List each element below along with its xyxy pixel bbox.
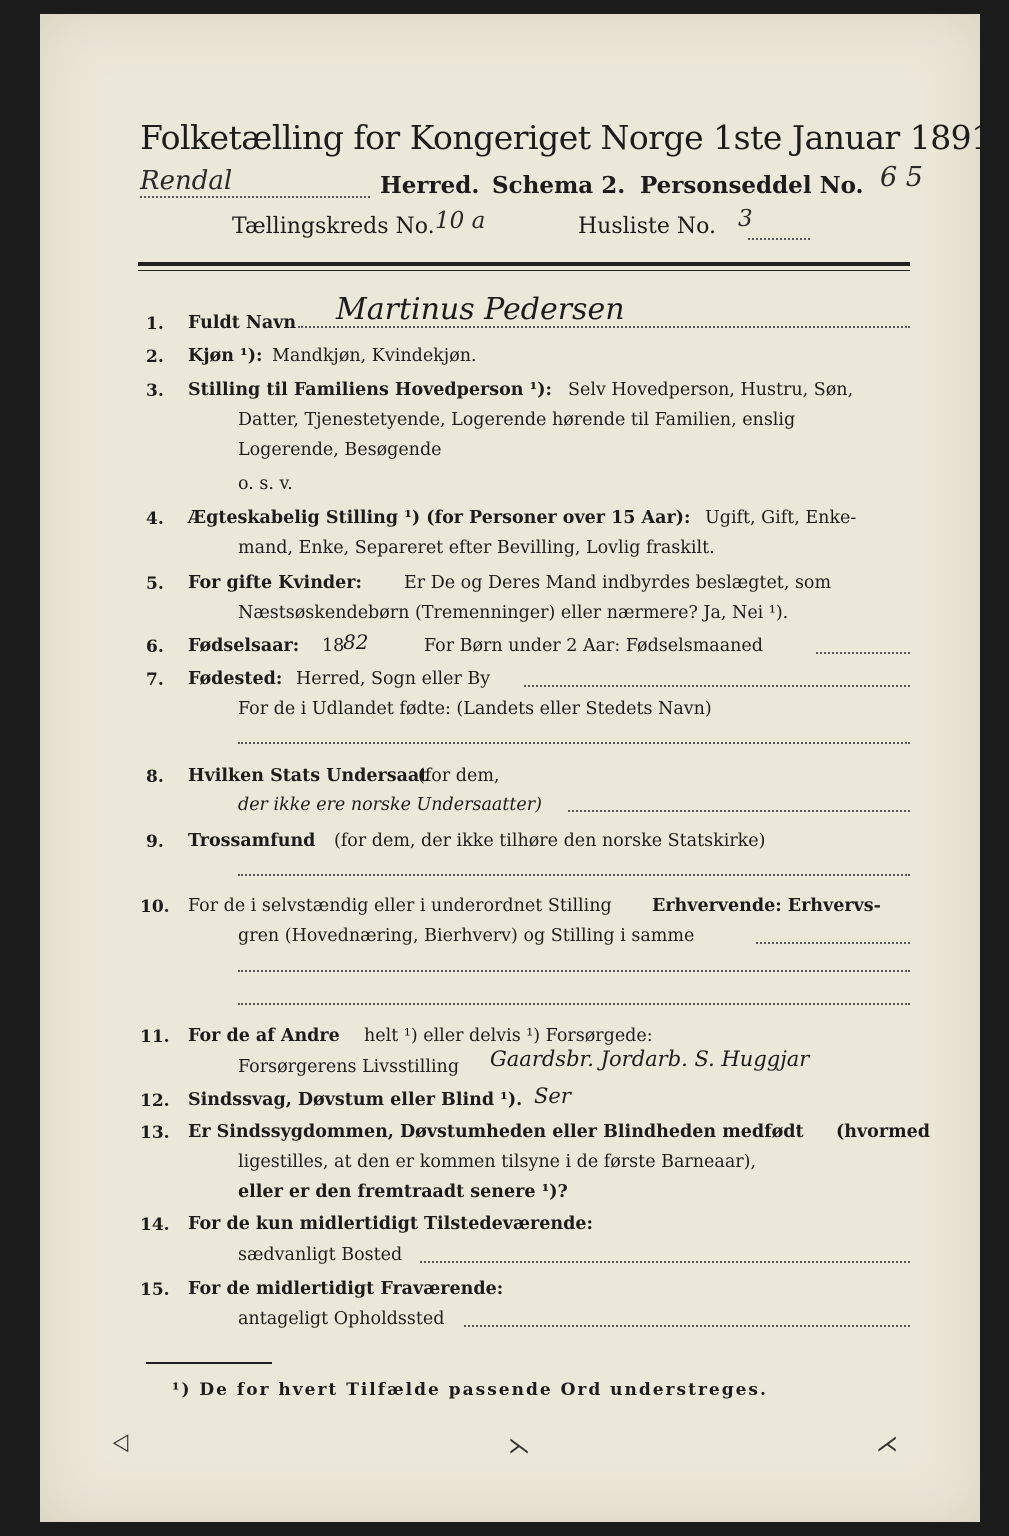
item-label: Kjøn ¹): <box>188 346 263 366</box>
kreds-label: Tællingskreds No. <box>232 214 435 239</box>
fill-dotline <box>568 810 910 812</box>
fill-dotline <box>298 326 910 328</box>
item-options: (for dem, <box>418 766 500 786</box>
item-options: For de i selvstændig eller i underordnet Stilling <box>188 896 612 916</box>
item-options: Forsørgerens Livsstilling <box>238 1057 460 1077</box>
item-label: Trossamfund <box>188 831 316 851</box>
item-label: Fuldt Navn <box>188 313 297 333</box>
kreds-value: 10 a <box>435 208 486 234</box>
fill-dotline <box>816 652 910 654</box>
birth-year-handwritten: 82 <box>343 630 369 654</box>
schema-label: Schema 2. <box>492 172 626 199</box>
fill-dotline <box>524 685 910 687</box>
item-label: Fødselsaar: <box>188 636 300 656</box>
item-options: Næstsøskendebørn (Tremenninger) eller nærmere? Ja, Nei ¹). <box>238 603 789 623</box>
item-options: (hvormed <box>836 1122 930 1142</box>
corner-mark-icon: ⋋ <box>508 1434 530 1459</box>
item-label: For gifte Kvinder: <box>188 573 362 593</box>
item-options: der ikke ere norske Undersaatter) <box>238 795 542 815</box>
item-number: 6. <box>146 637 164 657</box>
forsorger-handwritten: Gaardsbr. Jordarb. S. Huggjar <box>490 1047 810 1071</box>
item-options: ligestilles, at den er kommen tilsyne i de første Barneaar), <box>238 1152 757 1172</box>
item-options: Logerende, Besøgende <box>238 440 442 460</box>
year-prefix: 18 <box>322 636 345 656</box>
item-number: 5. <box>146 574 164 594</box>
item-options: (for dem, der ikke tilhøre den norske Statskirke) <box>334 831 766 851</box>
corner-mark-icon: ⋌ <box>876 1432 898 1457</box>
fill-dotline <box>238 1003 910 1005</box>
item-options: For de i Udlandet fødte: (Landets eller Stedets Navn) <box>238 699 712 719</box>
item-number: 10. <box>140 897 170 917</box>
fuldt-navn-handwritten: Martinus Pedersen <box>336 292 625 327</box>
item-number: 3. <box>146 381 164 401</box>
footnote: ¹) De for hvert Tilfælde passende Ord understreges. <box>172 1380 768 1400</box>
item-number: 9. <box>146 832 164 852</box>
form-title: Folketælling for Kongeriget Norge 1ste Januar 1891. <box>140 118 1002 157</box>
item-options: antageligt Opholdssted <box>238 1309 445 1329</box>
item-number: 13. <box>140 1123 170 1143</box>
item-number: 15. <box>140 1280 170 1300</box>
corner-mark-icon: ⨞ <box>112 1432 131 1457</box>
item-label: Sindssvag, Døvstum eller Blind ¹). <box>188 1090 523 1110</box>
item-number: 14. <box>140 1215 170 1235</box>
item-label: For de midlertidigt Fraværende: <box>188 1279 504 1299</box>
fill-dotline <box>420 1261 910 1263</box>
item-label: Hvilken Stats Undersaat <box>188 766 428 786</box>
item-options: eller er den fremtraadt senere ¹)? <box>238 1182 568 1202</box>
herred-handwritten: Rendal <box>140 166 233 196</box>
item-options: For Børn under 2 Aar: Fødselsmaaned <box>424 636 763 656</box>
item-options: Mandkjøn, Kvindekjøn. <box>272 346 477 366</box>
fill-dotline <box>238 874 910 876</box>
item-number: 2. <box>146 347 164 367</box>
fill-dotline <box>756 942 910 944</box>
husliste-label: Husliste No. <box>578 214 716 239</box>
fill-dotline <box>464 1325 910 1327</box>
husliste-value: 3 <box>738 206 753 232</box>
item-label: Ægteskabelig Stilling ¹) (for Personer over 15 Aar): <box>188 508 691 528</box>
item-options: Er De og Deres Mand indbyrdes beslægtet, som <box>404 573 832 593</box>
header-rule-thin <box>138 270 910 271</box>
item-options: helt ¹) eller delvis ¹) Forsørgede: <box>364 1026 653 1046</box>
item-options: Herred, Sogn eller By <box>296 669 491 689</box>
header-rule-thick <box>138 262 910 266</box>
item-options: Datter, Tjenestetyende, Logerende hørende til Familien, enslig <box>238 410 796 430</box>
census-form-sheet <box>40 14 980 1522</box>
item-options: Ugift, Gift, Enke- <box>705 508 857 528</box>
item-label: For de kun midlertidigt Tilstedeværende: <box>188 1214 593 1234</box>
item-number: 7. <box>146 670 164 690</box>
item-options: mand, Enke, Separeret efter Bevilling, Lovlig fraskilt. <box>238 538 715 558</box>
item-label: Stilling til Familiens Hovedperson ¹): <box>188 380 552 400</box>
herred-dotline <box>140 196 370 198</box>
item-number: 1. <box>146 314 164 334</box>
herred-label: Herred. <box>380 172 480 199</box>
item-label: Erhvervende: Erhvervs- <box>652 896 881 916</box>
item-number: 8. <box>146 767 164 787</box>
item-number: 11. <box>140 1027 170 1047</box>
item-label: For de af Andre <box>188 1026 340 1046</box>
husliste-dotline <box>748 238 810 240</box>
fill-dotline <box>238 742 910 744</box>
item-number: 4. <box>146 509 164 529</box>
personseddel-label: Personseddel No. <box>640 172 864 199</box>
item-options: gren (Hovednæring, Bierhverv) og Stilling i samme <box>238 926 695 946</box>
item-number: 12. <box>140 1091 170 1111</box>
item-label: Fødested: <box>188 669 283 689</box>
fill-dotline <box>238 970 910 972</box>
item-options: o. s. v. <box>238 474 293 494</box>
item-options: Selv Hovedperson, Hustru, Søn, <box>568 380 854 400</box>
footnote-rule <box>146 1362 272 1364</box>
item-options: sædvanligt Bosted <box>238 1245 403 1265</box>
sindssvag-handwritten: Ser <box>534 1084 571 1108</box>
personseddel-value: 6 5 <box>880 162 923 193</box>
item-label: Er Sindssygdommen, Døvstumheden eller Blindheden medfødt <box>188 1122 804 1142</box>
